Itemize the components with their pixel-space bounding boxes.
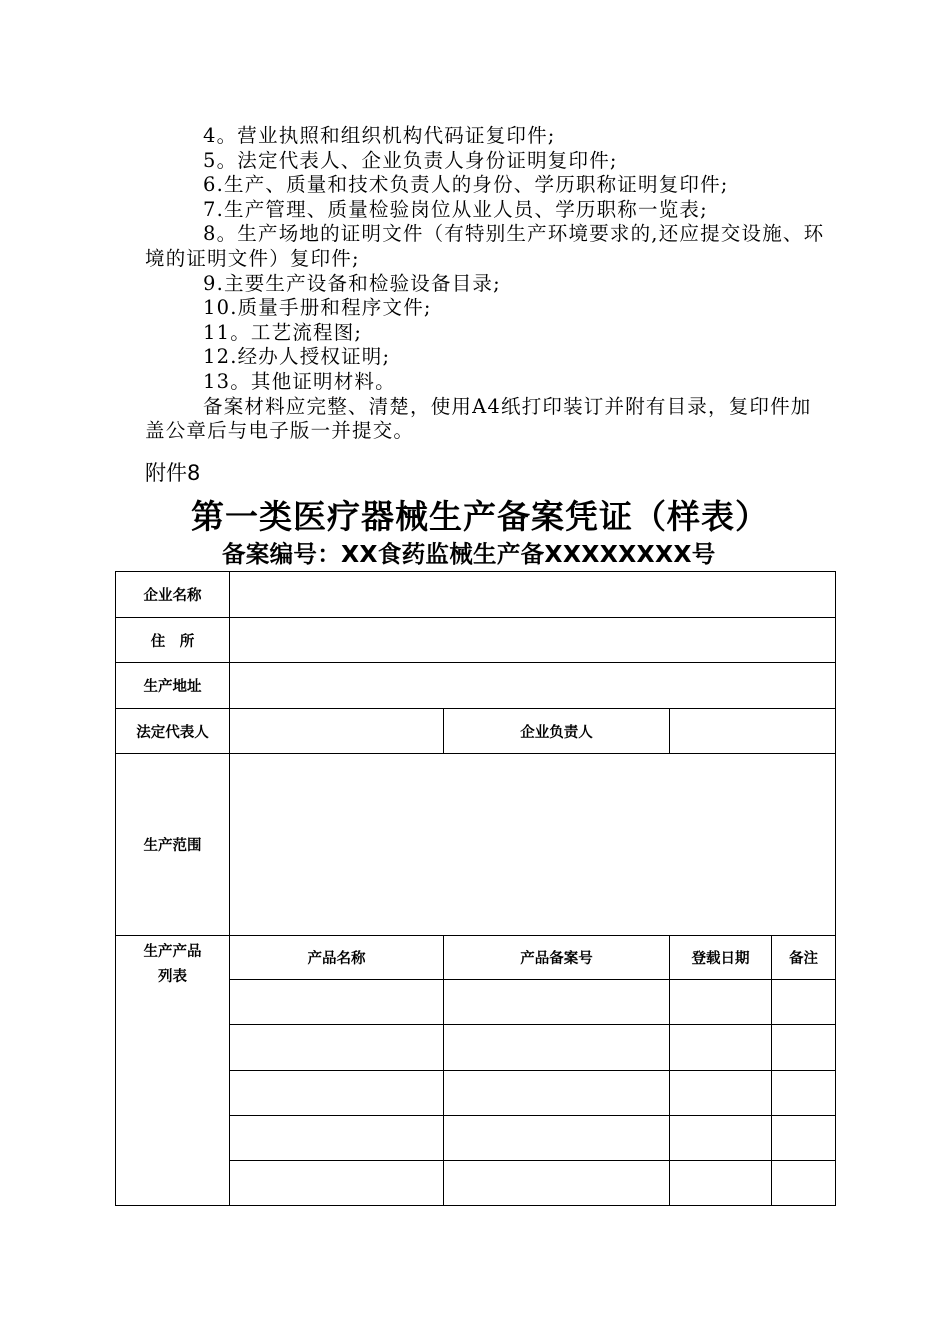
legal-rep-field[interactable] [230, 709, 444, 754]
remarks-cell[interactable] [772, 1161, 836, 1206]
list-item: 8。生产场地的证明文件（有特别生产环境要求的,还应提交设施、环境的证明文件）复印件; [145, 222, 825, 270]
publish-date-cell[interactable] [670, 1161, 772, 1206]
company-head-field[interactable] [670, 709, 836, 754]
col-record-number: 产品备案号 [444, 936, 670, 980]
product-name-cell[interactable] [230, 1025, 444, 1071]
production-scope-label: 生产范围 [116, 754, 230, 936]
product-name-cell[interactable] [230, 980, 444, 1025]
record-number-cell[interactable] [444, 1116, 670, 1161]
legal-rep-label: 法定代表人 [116, 709, 230, 754]
record-number: 备案编号：XX食药监械生产备XXXXXXXX号 [222, 540, 716, 568]
remarks-cell[interactable] [772, 980, 836, 1025]
attachment-label: 附件8 [145, 461, 201, 485]
production-address-field[interactable] [230, 663, 836, 709]
list-item: 9.主要生产设备和检验设备目录; [203, 271, 501, 295]
record-number-cell[interactable] [444, 1161, 670, 1206]
record-number-cell[interactable] [444, 1025, 670, 1071]
remarks-cell[interactable] [772, 1025, 836, 1071]
publish-date-cell[interactable] [670, 1025, 772, 1071]
production-scope-field[interactable] [230, 754, 836, 936]
product-name-cell[interactable] [230, 1071, 444, 1116]
filing-certificate-table [115, 571, 836, 1206]
list-item: 7.生产管理、质量检验岗位从业人员、学历职称一览表; [203, 197, 708, 221]
list-item: 5。法定代表人、企业负责人身份证明复印件; [203, 148, 618, 172]
submission-note: 备案材料应完整、清楚，使用A4纸打印装订并附有目录，复印件加盖公章后与电子版一并提交。 [145, 394, 812, 443]
col-publish-date: 登载日期 [670, 936, 772, 980]
product-name-cell[interactable] [230, 1161, 444, 1206]
publish-date-cell[interactable] [670, 980, 772, 1025]
record-number-cell[interactable] [444, 1071, 670, 1116]
col-remarks: 备注 [772, 936, 836, 980]
remarks-cell[interactable] [772, 1071, 836, 1116]
publish-date-cell[interactable] [670, 1116, 772, 1161]
residence-label: 住 所 [116, 618, 230, 663]
list-item: 10.质量手册和程序文件; [203, 296, 432, 320]
production-address-label: 生产地址 [116, 663, 230, 709]
requirements-list [145, 124, 825, 444]
company-head-label: 企业负责人 [444, 709, 670, 754]
company-name-label: 企业名称 [116, 572, 230, 618]
product-list-label-text: 生产产品列表 [143, 944, 202, 985]
product-list-label [116, 936, 230, 1206]
col-product-name: 产品名称 [230, 936, 444, 980]
list-item: 11。工艺流程图; [203, 320, 363, 344]
list-item: 4。营业执照和组织机构代码证复印件; [203, 124, 556, 147]
page-title: 第一类医疗器械生产备案凭证（样表） [191, 497, 769, 536]
remarks-cell[interactable] [772, 1116, 836, 1161]
product-name-cell[interactable] [230, 1116, 444, 1161]
list-item: 12.经办人授权证明; [203, 345, 391, 369]
residence-field[interactable] [230, 618, 836, 663]
publish-date-cell[interactable] [670, 1071, 772, 1116]
list-item: 6.生产、质量和技术负责人的身份、学历职称证明复印件; [203, 173, 729, 197]
list-item: 13。其他证明材料。 [203, 369, 396, 393]
record-number-cell[interactable] [444, 980, 670, 1025]
company-name-field[interactable] [230, 572, 836, 618]
